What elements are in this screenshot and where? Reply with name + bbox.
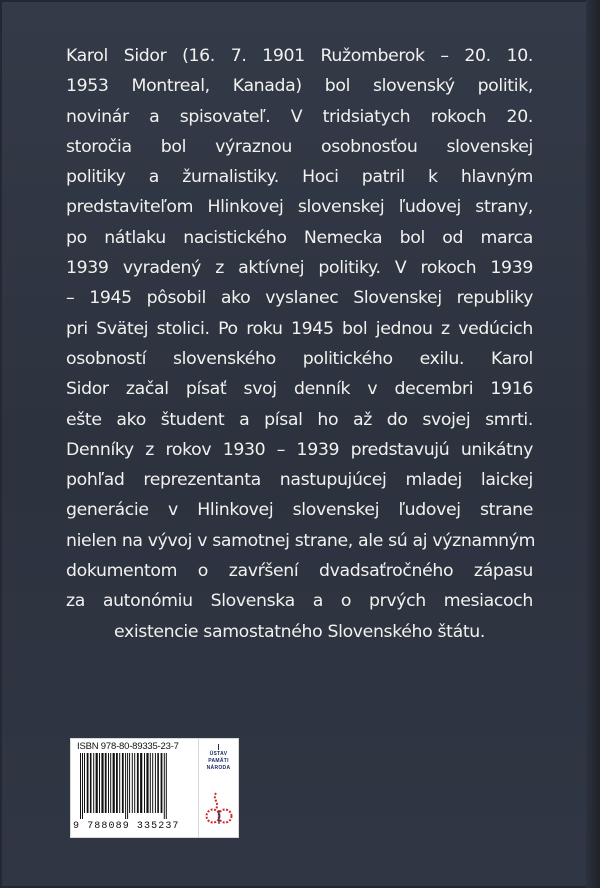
barcode-bar (152, 753, 153, 813)
barcode-bar (146, 753, 148, 813)
blurb-line: osobností slovenského politického exilu. Karol (66, 348, 533, 369)
publisher-logo (198, 738, 239, 838)
blurb-line: po nátlaku nacistického Nemecka bol od marca (66, 227, 533, 248)
barcode-bar (150, 753, 151, 813)
blurb-line: dokumentom o zavŕšení dvadsaťročného zápasu (66, 561, 533, 582)
blurb-line: – 1945 pôsobil ako vyslanec Slovenskej republiky (66, 288, 533, 309)
logo-wordmark (199, 751, 238, 772)
barcode-bar (87, 753, 89, 813)
blurb-line: Sidor začal písať svoj denník v decembri 1916 (66, 379, 533, 400)
barcode-bar (113, 753, 115, 813)
cover-edge (586, 0, 600, 888)
barcode-bar (137, 753, 139, 813)
barcode-bar (99, 753, 100, 813)
barcode-bar (108, 753, 109, 813)
blurb-line: predstaviteľom Hlinkovej slovenskej ľudovej strany, (66, 197, 533, 218)
barcode-bar (134, 753, 135, 813)
blurb-line: novinár a spisovateľ. V tridsiatych rokoch 20. (66, 106, 533, 127)
blurb-line: 1939 vyradený z aktívnej politiky. V rokoch 1939 (66, 258, 533, 279)
logo-line-3: NÁRODA (206, 765, 231, 771)
logo-emblem-icon (204, 789, 234, 829)
blurb-line: nielen na vývoj v samotnej strane, ale sú aj významným (66, 530, 536, 551)
barcode-bar (80, 753, 81, 819)
blurb-text (66, 41, 536, 647)
blurb-line: pohľad reprezentanta nastupujúcej mladej laickej (66, 470, 533, 491)
barcode-bar (140, 753, 142, 813)
barcode-bar (82, 753, 83, 819)
barcode-bar (93, 753, 94, 813)
blurb-line: storočia bol výraznou osobnosťou slovenskej (66, 136, 533, 157)
barcode-bar (96, 753, 98, 813)
isbn-label: ISBN 978-80-89335-23-7 (77, 741, 179, 752)
barcode-bar (129, 753, 130, 813)
blurb-line: politiky a žurnalistiky. Hoci patril k hlavným (66, 167, 533, 188)
barcode-bar (144, 753, 145, 813)
barcode-bar (164, 753, 165, 819)
barcode-bar (161, 753, 163, 813)
barcode-bar (101, 753, 103, 813)
blurb-line: ešte ako študent a písal ho až do svojej smrti. (66, 409, 533, 430)
ean-digits: 9 788089 335237 (73, 821, 180, 832)
barcode-bar (127, 753, 128, 819)
barcode-bar (132, 753, 133, 813)
barcode-bar (90, 753, 92, 813)
blurb-line: existencie samostatného Slovenského štátu. (114, 621, 485, 642)
blurb-line: Karol Sidor (16. 7. 1901 Ružomberok – 20. 10. (66, 46, 533, 66)
barcode-bar (116, 753, 118, 813)
barcode-bar (119, 753, 120, 813)
barcode-bar (122, 753, 124, 813)
barcode-bars (79, 753, 193, 819)
isbn-barcode (70, 738, 199, 838)
logo-bar (218, 744, 219, 750)
barcode-bar (155, 753, 156, 813)
blurb-line: 1953 Montreal, Kanada) bol slovenský politik, (66, 76, 533, 97)
blurb-line: Denníky z rokov 1930 – 1939 predstavujú unikátny (66, 439, 533, 460)
barcode-bar (84, 753, 85, 813)
logo-line-1: ÚSTAV (209, 751, 228, 757)
logo-line-2: PAMÄTI (208, 758, 229, 764)
blurb-line: generácie v Hlinkovej slovenskej ľudovej strane (66, 500, 533, 521)
barcode-bar (105, 753, 107, 813)
blurb-line: za autonómiu Slovenska a o prvých mesiacoch (66, 591, 533, 612)
barcode-bar (157, 753, 159, 813)
blurb-line: pri Svätej stolici. Po roku 1945 bol jednou z vedúcich (66, 318, 533, 339)
barcode-bar (166, 753, 167, 819)
barcode-bar (125, 753, 126, 819)
barcode-bar (110, 753, 111, 813)
